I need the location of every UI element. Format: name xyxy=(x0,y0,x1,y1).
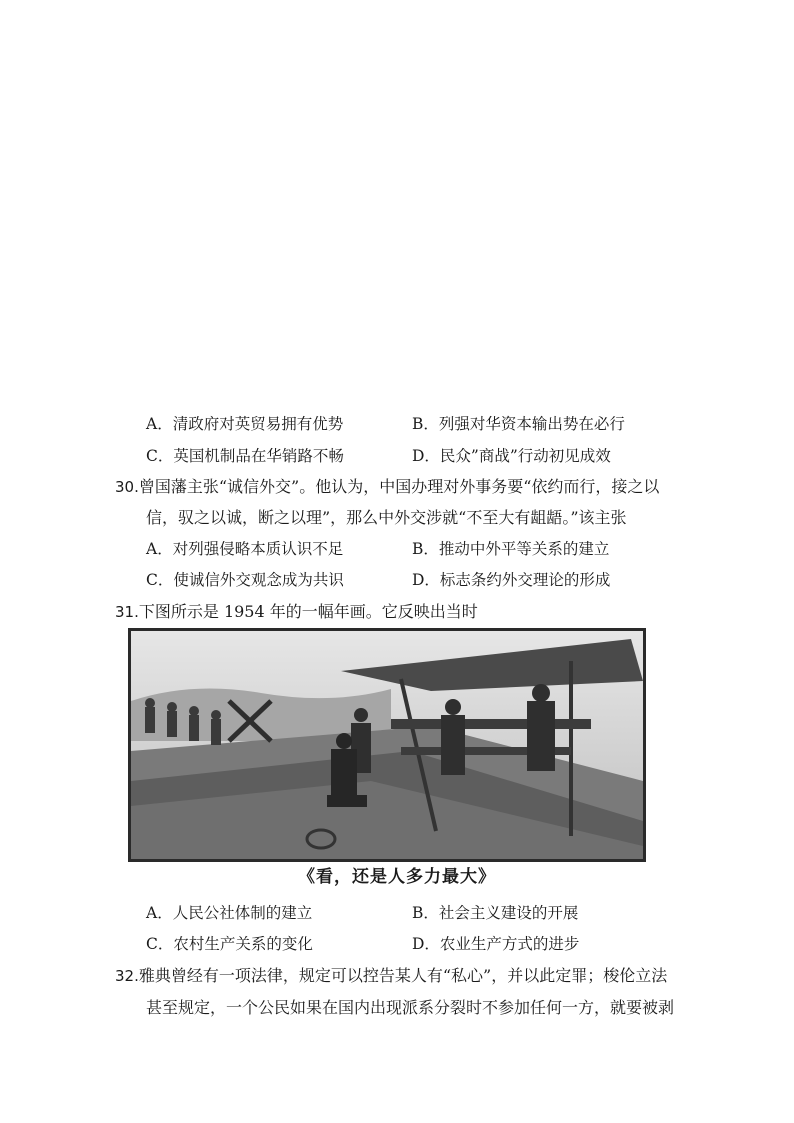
painting-illustration xyxy=(131,631,643,859)
q30-option-c[interactable]: C．使诚信外交观念成为共识 xyxy=(146,571,344,589)
q29-option-c[interactable]: C．英国机制品在华销路不畅 xyxy=(146,447,344,465)
q31-stem-text: 下图所示是 1954 年的一幅年画。它反映出当时 xyxy=(138,602,478,621)
q30-option-b[interactable]: B．推动中外平等关系的建立 xyxy=(412,540,610,558)
q31-option-d[interactable]: D．农业生产方式的进步 xyxy=(412,935,580,953)
q31-option-b[interactable]: B．社会主义建设的开展 xyxy=(412,904,579,922)
q30-stem-line-2: 信，驭之以诚，断之以理”，那么中外交涉就“不至大有龃龉。”该主张 xyxy=(146,508,627,527)
q30-number: 30. xyxy=(115,478,139,496)
q32-number: 32. xyxy=(115,967,139,985)
q29-option-b[interactable]: B．列强对华资本输出势在必行 xyxy=(412,415,625,433)
painting-caption: 《看，还是人多力最大》 xyxy=(298,867,496,887)
q31-stem-line xyxy=(115,602,478,622)
q32-stem-line-1 xyxy=(115,966,667,986)
q31-option-a[interactable]: A．人民公社体制的建立 xyxy=(146,904,313,922)
q31-option-c[interactable]: C．农村生产关系的变化 xyxy=(146,935,313,953)
q30-option-d[interactable]: D．标志条约外交理论的形成 xyxy=(412,571,611,589)
q31-number: 31. xyxy=(115,603,139,621)
q30-stem-line-1 xyxy=(115,477,659,497)
new-year-painting-figure xyxy=(128,628,646,862)
q29-option-a[interactable]: A．清政府对英贸易拥有优势 xyxy=(146,415,344,433)
q32-stem-text-1: 雅典曾经有一项法律，规定可以控告某人有“私心”，并以此定罪；梭伦立法 xyxy=(138,966,668,985)
q29-option-d[interactable]: D．民众”商战”行动初见成效 xyxy=(412,447,611,465)
q30-stem-text-1: 曾国藩主张“诚信外交”。他认为，中国办理对外事务要“依约而行，接之以 xyxy=(138,477,660,496)
q30-option-a[interactable]: A．对列强侵略本质认识不足 xyxy=(146,540,344,558)
q32-stem-line-2: 甚至规定，一个公民如果在国内出现派系分裂时不参加任何一方，就要被剥 xyxy=(146,998,675,1017)
